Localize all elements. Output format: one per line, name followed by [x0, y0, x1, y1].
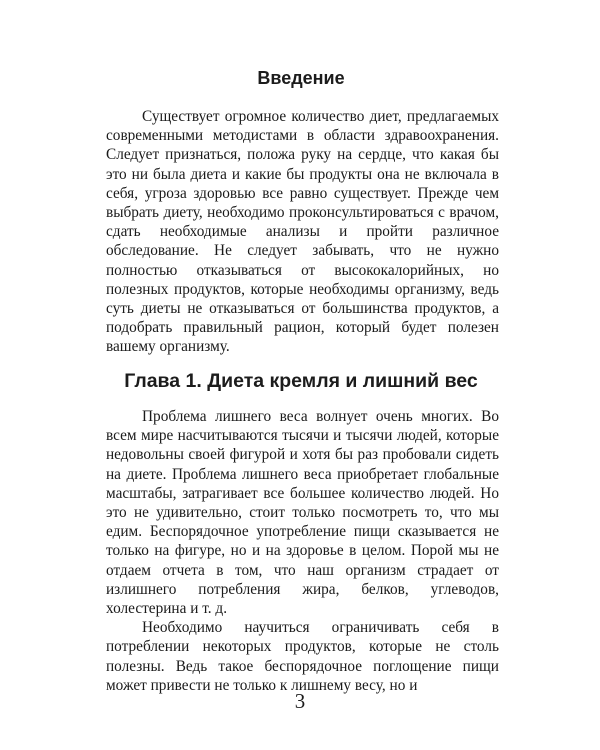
chapter-heading: Глава 1. Диета кремля и лишний вес: [124, 370, 478, 392]
chapter-section: [106, 407, 499, 695]
page-number: 3: [294, 689, 306, 713]
introduction-section: [106, 107, 499, 357]
chapter-paragraph: Проблема лишнего веса волнует очень многих. Во всем мире насчитываются тысячи и тысячи людей, которые недовольны своей фигурой и хотя бы раз пробовали сидеть на диете. Проблема лишнего веса приобретает глобальные масштабы, затрагивает все большее количество людей. Но это не удивительно, стоит только посмотреть то, что мы едим. Беспорядочное употребление пищи сказывается не только на фигуре, но и на здоровье в целом. Порой мы не отдаем отчета в том, что наш организм страдает от излишнего потребления жира, белков, углеводов, холестерина и т. д.: [106, 408, 499, 618]
chapter-paragraph: Необходимо научиться ограничивать себя в потреблении некоторых продуктов, которые не столь полезны. Ведь такое беспорядочное поглощение пищи может привести не только к лишнему весу, но и: [106, 619, 499, 694]
introduction-heading: Введение: [257, 68, 345, 88]
introduction-paragraph: Существует огромное количество диет, предлагаемых современными методистами в области здравоохранения. Следует признаться, положа руку на сердце, что какая бы это ни была диета и какие бы продукты она не включала в себя, угроза здоровью все равно существует. Прежде чем выбрать диету, необходимо проконсультироваться с врачом, сдать необходимые анализы и пройти различное обследование. Не следует забывать, что не нужно полностью отказываться от высококалорийных, но полезных продуктов, которые необходимы организму, ведь суть диеты не отказываться от большинства продуктов, а подобрать правильный рацион, который будет полезен вашему организму.: [106, 108, 499, 356]
